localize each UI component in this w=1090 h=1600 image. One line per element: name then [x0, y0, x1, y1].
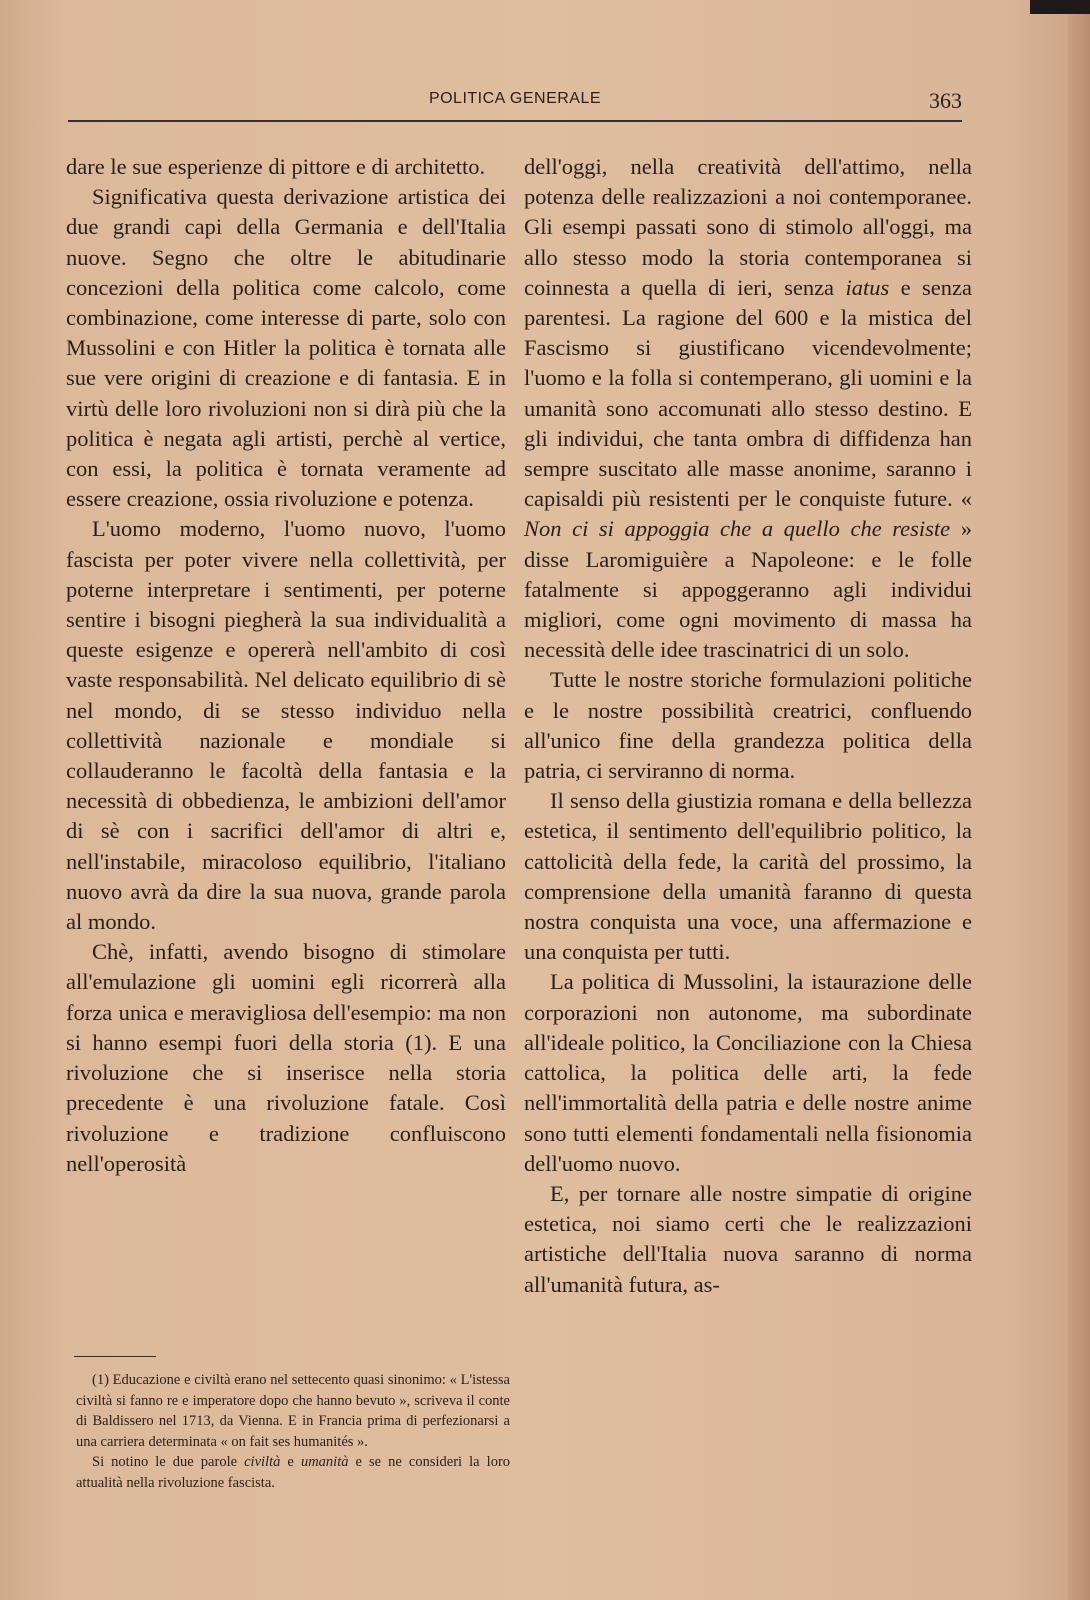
paragraph: Tutte le nostre storiche formulazioni politiche e le nostre possibilità creatrici, confluendo all'unico fine della grandezza politica della patria, ci serviranno di norma. [524, 667, 972, 784]
paragraph: La politica di Mussolini, la istaurazione delle corporazioni non autonome, ma subordinate all'ideale politico, la Conciliazione con la Chiesa cattolica, la politica delle arti, la fede nell'immortalità della patria e delle nostre anime sono tutti elementi fondamentali nella fisionomia dell'uomo nuovo. [524, 969, 972, 1176]
text-run: e se ne consideri la loro attualità nella rivoluzione fascista. [76, 1454, 511, 1491]
paragraph: E, per tornare alle nostre simpatie di origine estetica, noi siamo certi che le realizzazioni artistiche dell'Italia nuova saranno di norma all'umanità futura, as- [524, 1180, 972, 1297]
page-header [68, 86, 962, 126]
page-number: 363 [929, 88, 962, 113]
italic-run: civiltà [244, 1454, 281, 1471]
running-head: POLITICA GENERALE [428, 90, 602, 107]
paragraph: dare le sue esperienze di pittore e di architetto. [66, 154, 486, 179]
left-column [66, 152, 506, 1179]
footnote [76, 1452, 510, 1493]
paragraph: Significativa questa derivazione artistica dei due grandi capi della Germania e dell'Italia nuove. Segno che oltre le abitudinarie concezioni della politica come calcolo, come combinazione, come interesse di parte, solo con Mussolini e con Hitler la politica è tornata alle sue vere origini di creazione e di fantasia. E in virtù delle loro rivoluzioni non si dirà più che la politica è negata agli artisti, perchè al vertice, con essi, la politica è tornata veramente ad essere creazione, ossia rivoluzione e potenza. [66, 184, 506, 512]
paragraph: Il senso della giustizia romana e della bellezza estetica, il sentimento dell'equilibrio politico, la cattolicità della fede, la carità del prossimo, la comprensione della umanità faranno di questa nostra conquista una voce, una affermazione e una conquista per tutti. [524, 788, 972, 965]
right-column [524, 152, 972, 1300]
text-run: e senza parentesi. La ragione del 600 e la mistica del Fascismo si giustificano vicendevolmente; l'uomo e la folla si contemperano, gli uomini e la umanità sono accomunati allo stesso destino. E gli individui, che tanta ombra di diffidenza han sempre suscitato alle masse anonime, saranno i capisaldi più resistenti per le conquiste future. « [524, 274, 973, 512]
footnote-rule [74, 1356, 156, 1357]
footnotes [76, 1370, 510, 1494]
page-edge [1068, 0, 1090, 1600]
paragraph: Chè, infatti, avendo bisogno di stimolare all'emulazione gli uomini egli ricorrerà alla forza unica e meravigliosa dell'esempio: ma non si hanno esempi fuori della storia (1). E una rivoluzione che si inserisce nella storia precedente è una rivoluzione fatale. Così rivoluzione e tradizione confluiscono nell'operosità [66, 939, 506, 1176]
italic-run: Non ci si appoggia che a quello che resiste [524, 516, 951, 542]
text-run: Si notino le due parole [92, 1454, 245, 1471]
text-run: e [280, 1454, 301, 1471]
italic-run: iatus [845, 274, 890, 300]
paragraph [524, 152, 972, 665]
paragraph: L'uomo moderno, l'uomo nuovo, l'uomo fascista per poter vivere nella collettività, per poterne interpretare i sentimenti, per poterne sentire i bisogni piegherà la sua individualità a queste esigenze e opererà nell'ambito di così vaste responsabilità. Nel delicato equilibrio di sè nel mondo, di se stesso individuo nella collettività nazionale e mondiale si collauderanno le facoltà della fantasia e la necessità di obbedienza, le ambizioni dell'amor di sè con i sacrifici dell'amor di altri e, nell'instabile, miracoloso equilibrio, l'italiano nuovo avrà da dire la sua nuova, grande parola al mondo. [66, 516, 506, 935]
scan-corner [1030, 0, 1090, 14]
italic-run: umanità [300, 1454, 349, 1471]
footnote: (1) Educazione e civiltà erano nel settecento quasi sinonimo: « L'istessa civiltà si fanno re e imperatore dopo che hanno bevuto », scriveva il conte di Baldissero nel 1713, da Vienna. E in Francia prima di perfezionarsi a una carriera determinata « on fait ses humanités ». [76, 1372, 510, 1450]
header-rule [68, 120, 962, 122]
text-run: » disse Laromiguière a Napoleone: e le folle fatalmente si appoggeranno agli individui migliori, come ogni movimento di massa ha necessità delle idee trascinatrici di un solo. [524, 516, 972, 663]
text-run: dell'oggi, nella creatività dell'attimo, nella potenza delle realizzazioni a noi contemporanee. Gli esempi passati sono di stimolo all'oggi, ma allo stesso modo la storia contemporanea si coinnesta a quella di ieri, senza [524, 154, 972, 300]
